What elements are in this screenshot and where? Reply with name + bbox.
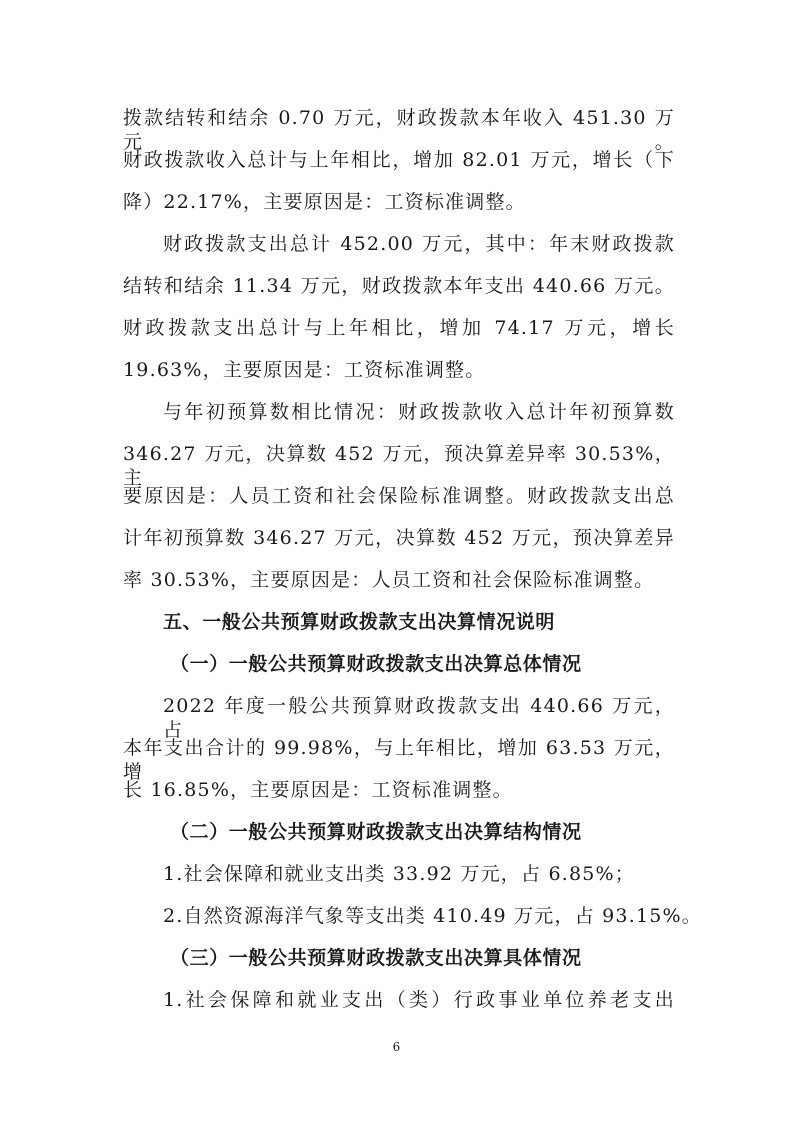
text-line-1: 拨款结转和结余 0.70 万元，财政拨款本年收入 451.30 万元。 — [123, 107, 675, 153]
text-line-7: 19.63%，主要原因是：工资标准调整。 — [123, 359, 486, 381]
subsection-heading-3: （三）一般公共预算财政拨款支出决算具体情况 — [170, 947, 582, 969]
subsection-heading-2: （二）一般公共预算财政拨款支出决算结构情况 — [170, 821, 582, 843]
text-line-6: 财政拨款支出总计与上年相比，增加 74.17 万元，增长 — [123, 317, 675, 339]
list-item-1: 1.社会保障和就业支出类 33.92 万元，占 6.85%； — [163, 863, 635, 885]
text-line-15: 2022 年度一般公共预算财政拨款支出 440.66 万元，占 — [163, 695, 675, 741]
text-line-2: 财政拨款收入总计与上年相比，增加 82.01 万元，增长（下 — [123, 149, 675, 171]
text-line-9: 346.27 万元，决算数 452 万元，预决算差异率 30.53%，主 — [123, 443, 675, 489]
text-line-4: 财政拨款支出总计 452.00 万元，其中：年末财政拨款 — [163, 233, 675, 255]
section-heading-5: 五、一般公共预算财政拨款支出决算情况说明 — [163, 611, 556, 633]
text-line-12: 率 30.53%，主要原因是：人员工资和社会保险标准调整。 — [123, 569, 655, 591]
text-line-17: 长 16.85%，主要原因是：工资标准调整。 — [123, 779, 513, 801]
text-line-22: 1.社会保障和就业支出（类）行政事业单位养老支出 — [163, 989, 675, 1011]
text-line-16: 本年支出合计的 99.98%，与上年相比，增加 63.53 万元，增 — [123, 737, 675, 783]
page-number: 6 — [392, 1040, 401, 1054]
text-line-3: 降）22.17%，主要原因是：工资标准调整。 — [123, 191, 526, 213]
text-line-8: 与年初预算数相比情况：财政拨款收入总计年初预算数 — [163, 401, 675, 423]
text-line-10: 要原因是：人员工资和社会保险标准调整。财政拨款支出总 — [123, 485, 675, 507]
text-line-5: 结转和结余 11.34 万元，财政拨款本年支出 440.66 万元。 — [123, 275, 675, 297]
text-line-11: 计年初预算数 346.27 万元，决算数 452 万元，预决算差异 — [123, 527, 675, 549]
subsection-heading-1: （一）一般公共预算财政拨款支出决算总体情况 — [170, 653, 582, 675]
list-item-2: 2.自然资源海洋气象等支出类 410.49 万元，占 93.15%。 — [163, 905, 702, 927]
